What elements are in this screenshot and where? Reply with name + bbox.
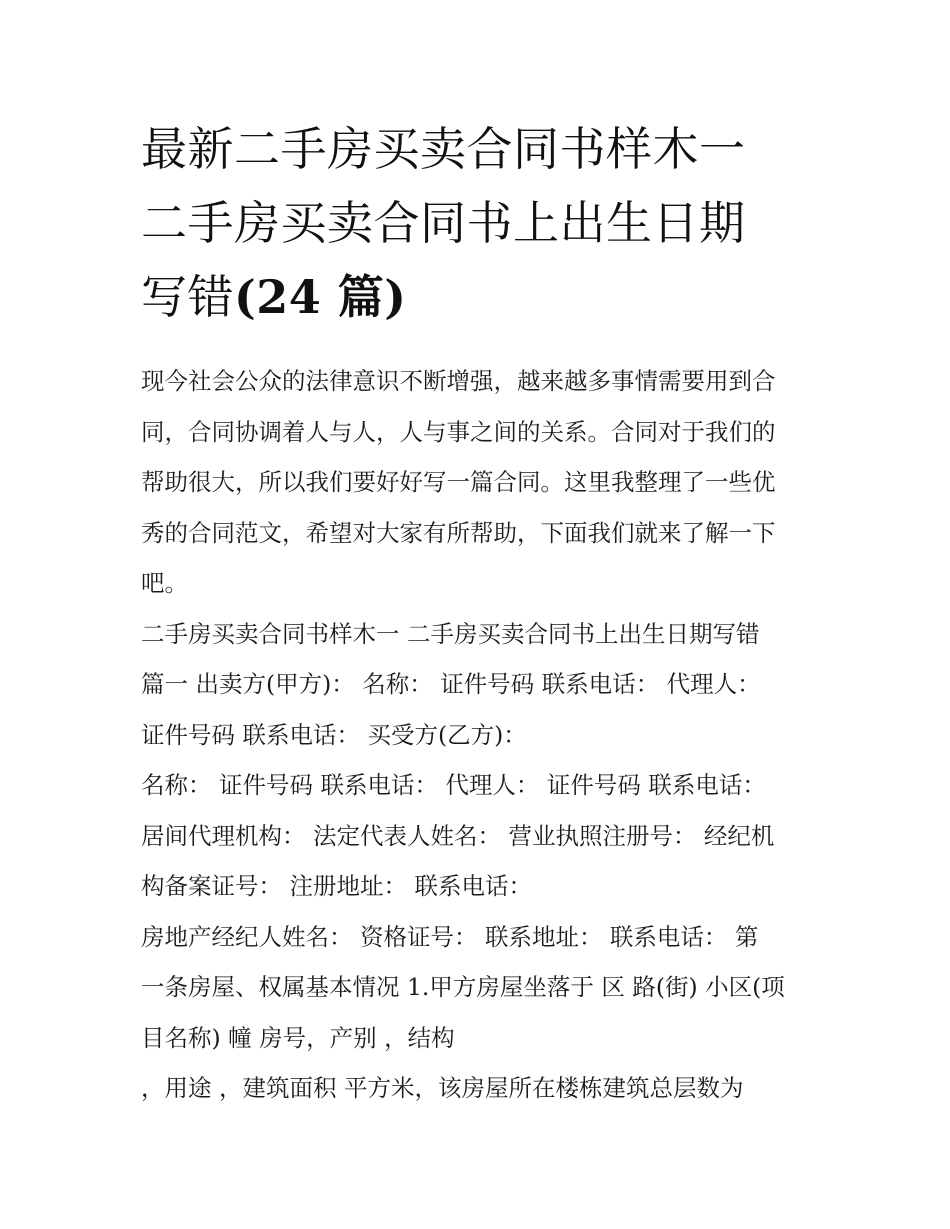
body-line: 同，合同协调着人与人，人与事之间的关系。合同对于我们的 [141,417,776,446]
title-line-1: 最新二手房买卖合同书样木一 [141,122,746,176]
body-line: 篇一 出卖方(甲方)： 名称： 证件号码 联系电话： 代理人： [141,670,761,698]
document-body [141,356,821,1114]
body-line: 房地产经纪人姓名： 资格证号： 联系地址： 联系电话： 第 [141,922,759,951]
body-line: ，用途 ，建筑面积 平方米，该房屋所在楼栋建筑总层数为 [141,1074,744,1102]
body-line: 二手房买卖合同书样木一 二手房买卖合同书上出生日期写错 [141,619,760,648]
document-title [141,112,821,334]
body-line: 秀的合同范文，希望对大家有所帮助，下面我们就来了解一下 [141,518,776,547]
title-line-2: 二手房买卖合同书上出生日期 [141,196,746,250]
body-line: 证件号码 联系电话： 买受方(乙方)： [141,720,527,749]
body-line: 帮助很大，所以我们要好好写一篇合同。这里我整理了一些优 [141,468,776,496]
body-line: 现今社会公众的法律意识不断增强，越来越多事情需要用到合 [141,367,776,395]
body-line: 构备案证号： 注册地址： 联系电话： [141,872,532,900]
body-line: 居间代理机构： 法定代表人姓名： 营业执照注册号： 经纪机 [141,821,775,850]
title-count: (24 篇) [234,270,407,324]
title-line-3 [141,260,821,334]
body-line: 一条房屋、权属基本情况 1.甲方房屋坐落于 区 路(街) 小区(项 [141,973,785,1001]
body-line: 吧。 [141,569,188,597]
title-line-3-text: 写错 [141,270,234,324]
body-line: 目名称) 幢 房号，产别 ，结构 [141,1023,455,1052]
body-line: 名称： 证件号码 联系电话： 代理人： 证件号码 联系电话： [141,771,766,799]
